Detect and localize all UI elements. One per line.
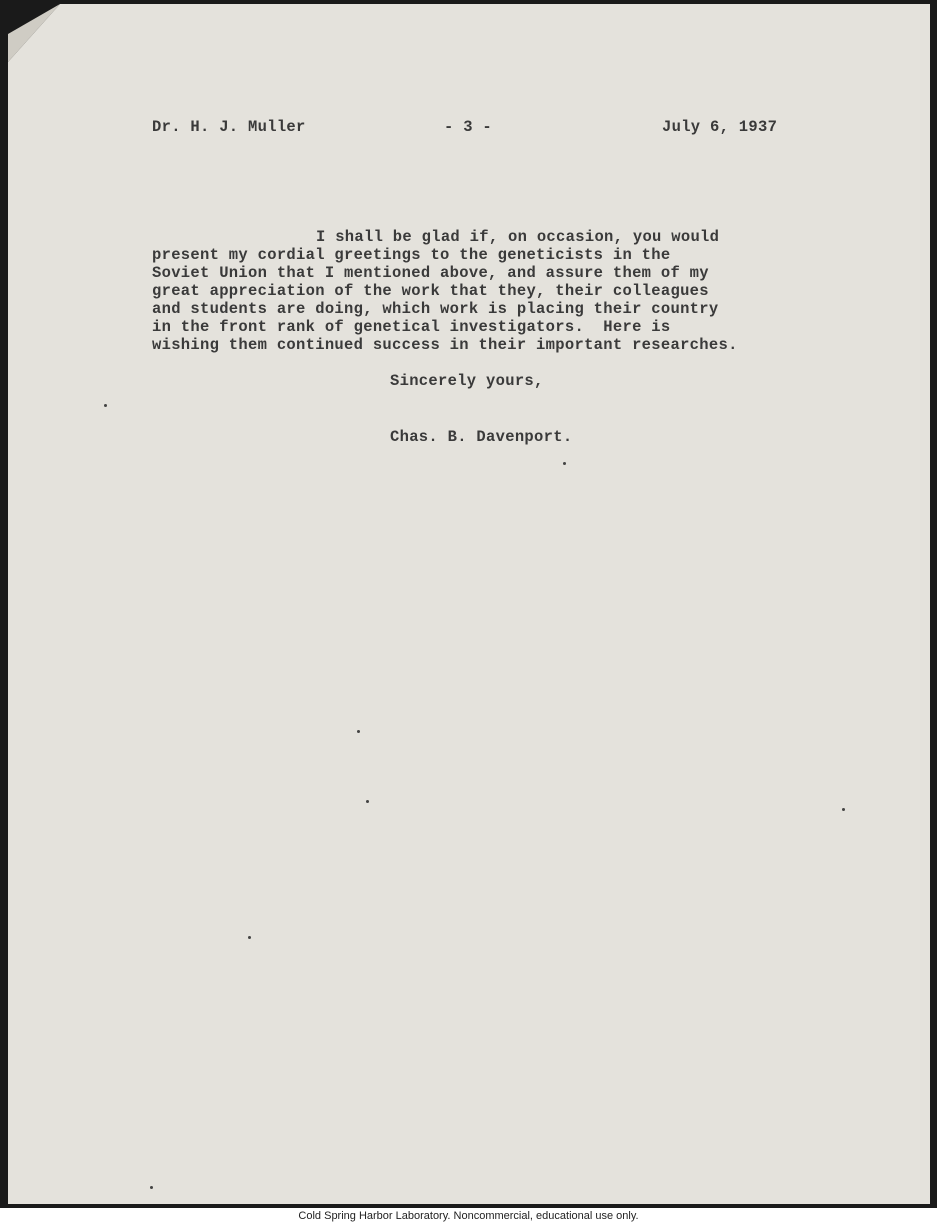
body-line: and students are doing, which work is placing their country [152,300,719,318]
body-line: wishing them continued success in their important researches. [152,336,738,354]
paper-speck [104,404,107,407]
signature-name: Chas. B. Davenport. [390,428,573,446]
paper-speck [366,800,369,803]
body-line: I shall be glad if, on occasion, you would [316,228,720,246]
paper-speck [563,462,566,465]
paper-speck [248,936,251,939]
body-line: in the front rank of genetical investigators. Here is [152,318,671,336]
letter-page [8,4,930,1204]
paper-speck [150,1186,153,1189]
letter-date: July 6, 1937 [662,118,778,136]
complimentary-close: Sincerely yours, [390,372,544,390]
page-number: - 3 - [444,118,493,136]
body-line: present my cordial greetings to the geneticists in the [152,246,671,264]
body-line: Soviet Union that I mentioned above, and assure them of my [152,264,709,282]
paper-speck [842,808,845,811]
paper-speck [357,730,360,733]
recipient-name: Dr. H. J. Muller [152,118,306,136]
body-line: great appreciation of the work that they, their colleagues [152,282,709,300]
copyright-footer: Cold Spring Harbor Laboratory. Noncommercial, educational use only. [298,1210,639,1222]
